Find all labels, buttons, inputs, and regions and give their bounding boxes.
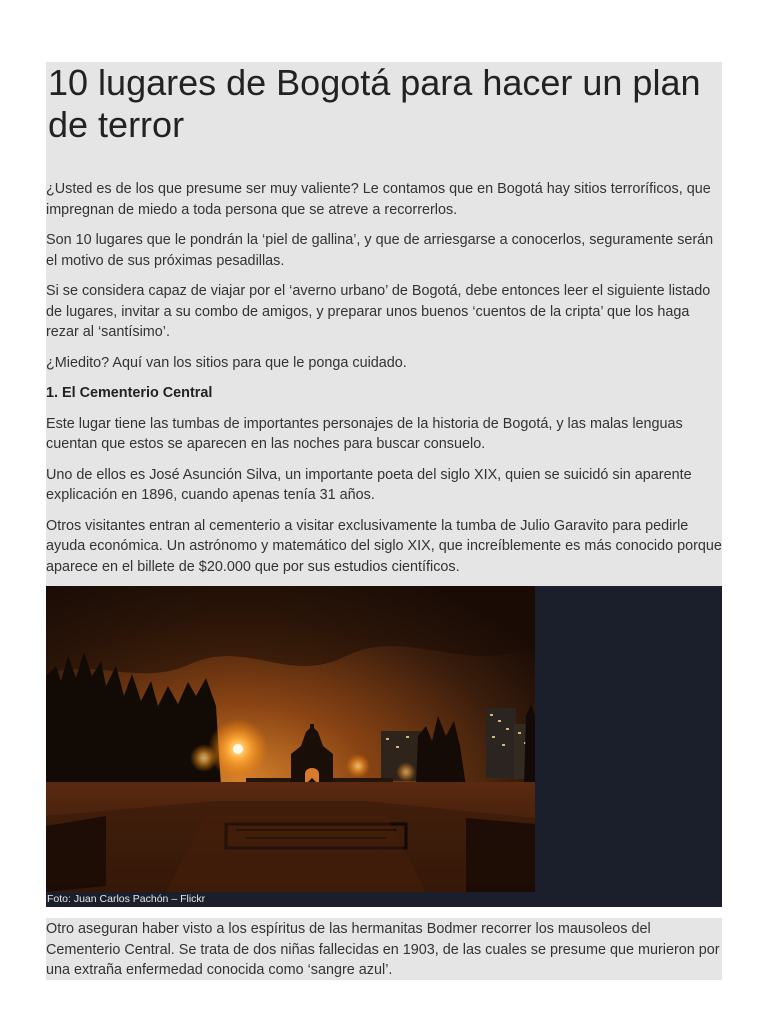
intro-paragraph-4: ¿Miedito? Aquí van los sitios para que le ponga cuidado. [46, 354, 407, 371]
after-image-paragraph: Otro aseguran haber visto a los espíritus de las hermanitas Bodmer recorrer los mausoleos del Cementerio Central. Se trata de dos niñas fallecidas en 1903, de las cuales se presume que murieron por una extraña enfermedad conocida como ‘sangre azul’. [46, 921, 720, 978]
section-heading-cementerio: 1. El Cementerio Central [46, 385, 213, 401]
after-image-block [46, 918, 722, 980]
intro-paragraph-3: Si se considera capaz de viajar por el ‘averno urbano’ de Bogotá, debe entonces leer el siguiente listado de lugares, invitar a su combo de amigos, y preparar unos buenos ‘cuentos de la cripta’ que los haga rezar al ‘santísimo’. [46, 283, 711, 340]
intro-paragraph-1: ¿Usted es de los que presume ser muy valiente? Le contamos que en Bogotá hay sitios terroríficos, que impregnan de miedo a toda persona que se atreve a recorrerlos. [46, 181, 711, 218]
article-title: 10 lugares de Bogotá para hacer un plan de terror [48, 62, 701, 145]
section-paragraph-1: Este lugar tiene las tumbas de importantes personajes de la historia de Bogotá, y las malas lenguas cuentan que estos se aparecen en las noches para buscar consuelo. [46, 415, 683, 452]
cemetery-night-photo [46, 586, 535, 892]
section-paragraph-2: Uno de ellos es José Asunción Silva, un importante poeta del siglo XIX, quien se suicidó sin aparente explicación en 1896, cuando apenas tenía 31 años. [46, 466, 692, 503]
cemetery-photo-figure [46, 586, 722, 907]
intro-paragraph-2: Son 10 lugares que le pondrán la ‘piel de gallina’, y que de arriesgarse a conocerlos, seguramente serán el motivo de sus próximas pesadillas. [46, 232, 714, 269]
article-body [46, 179, 722, 587]
photo-caption: Foto: Juan Carlos Pachón – Flickr [47, 893, 206, 905]
section-paragraph-3: Otros visitantes entran al cementerio a visitar exclusivamente la tumba de Julio Garavito para pedirle ayuda económica. Un astrónomo y matemático del siglo XIX, que increíblemente es más conocido porque aparece en el billete de $20.000 que por sus estudios científicos. [46, 517, 722, 575]
article-card [46, 62, 722, 907]
